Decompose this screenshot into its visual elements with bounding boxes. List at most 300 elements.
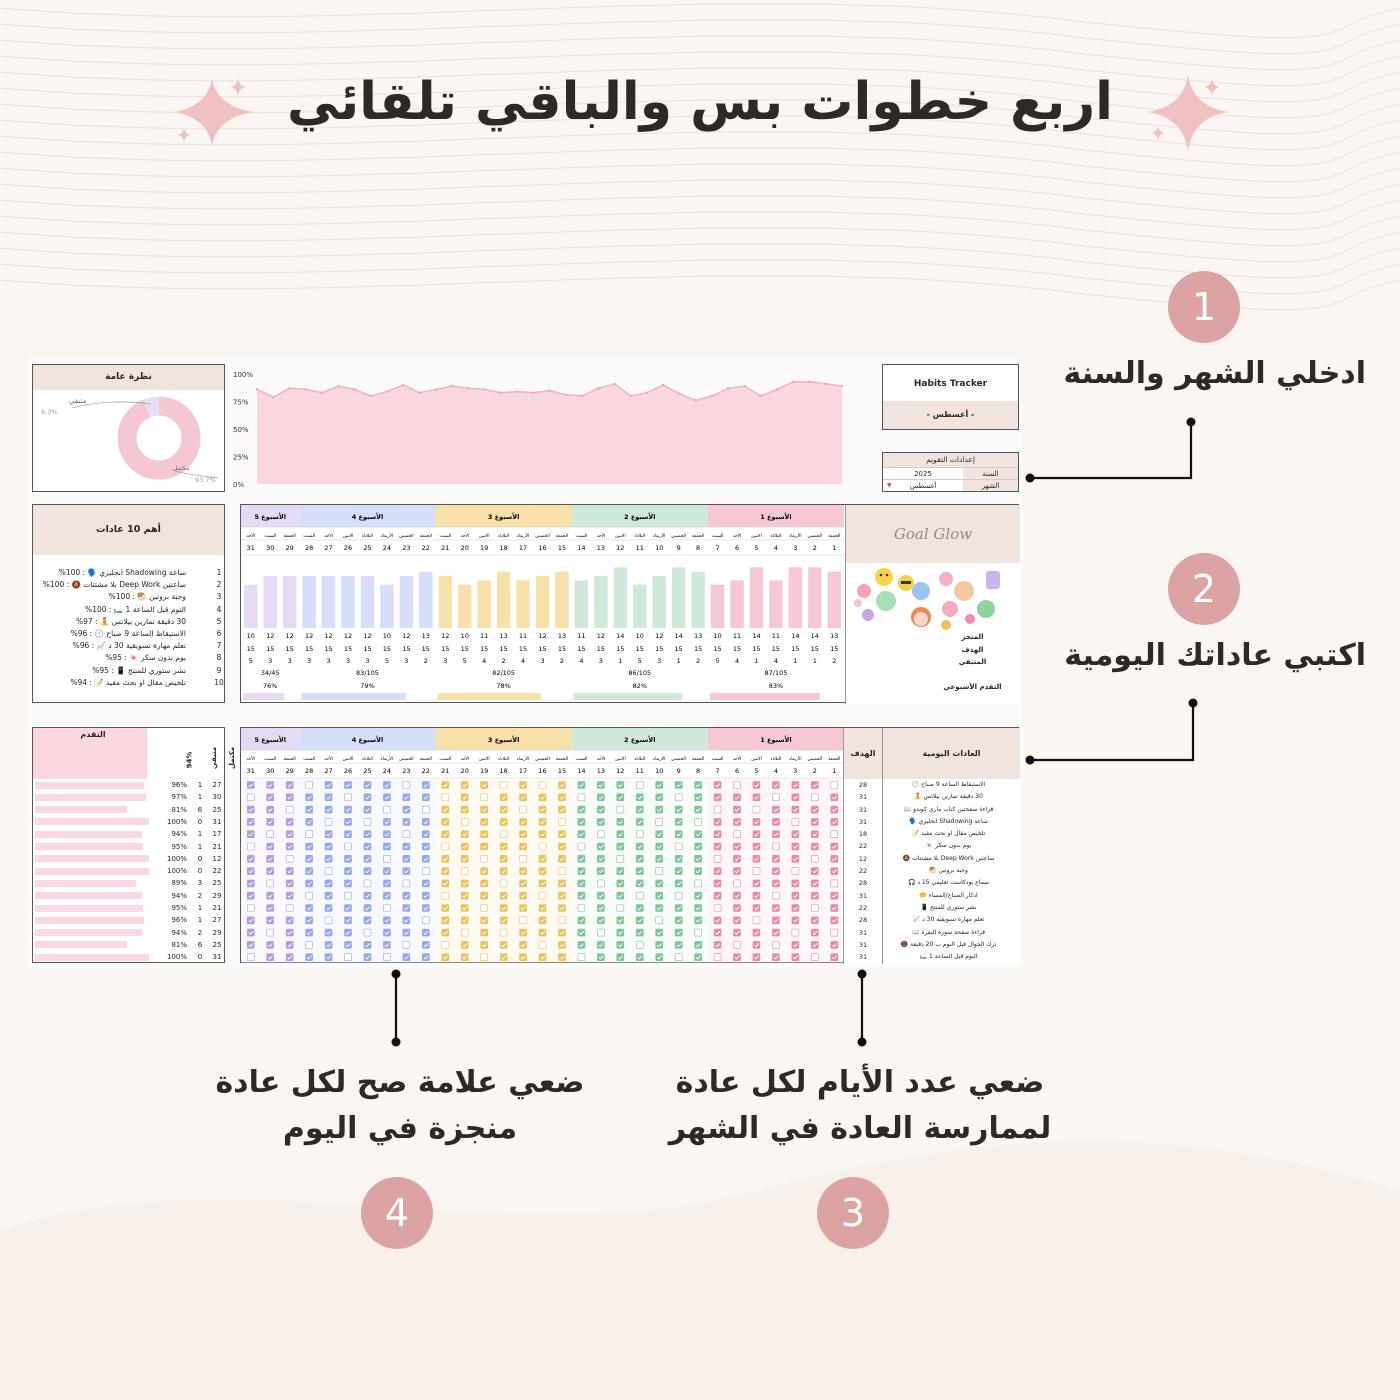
step-2-text: اكتبي عاداتك اليومية [1064,638,1366,673]
habit-name[interactable]: اذكار الصباح/المساء 🤲 [919,891,978,899]
week-label: الأسبوع 5 [254,513,286,521]
day-done: 14 [810,632,819,640]
day-date: 18 [499,544,508,552]
progress-left: 6 [197,805,203,814]
day-done: 11 [771,632,781,640]
day-date: 17 [518,544,528,552]
day-left: 4 [734,657,740,665]
day-done: 11 [480,632,489,640]
progress-pct: 96% [171,916,187,925]
year-input[interactable]: 2025 [914,470,932,478]
top10-rank: 6 [216,628,222,638]
habit-name[interactable]: سماع بودكاست تعليمي 15 د 🎧 [907,879,990,887]
habit-name[interactable]: ساعة Shadowing انجليزي 🗣️ [909,817,988,825]
progress-pct: 100% [166,854,187,863]
day-date: 12 [616,767,625,775]
progress-left: 0 [197,867,203,876]
day-left: 5 [715,657,720,665]
habits-header: العادات اليومية [883,728,1020,779]
day-name: الاثنين [342,534,354,539]
step-4-number: 4 [361,1177,433,1249]
week-label: الأسبوع 3 [487,736,520,744]
day-name: الأحد [596,757,606,762]
day-goal: 15 [557,645,567,653]
progress-left: 1 [197,781,203,789]
day-done: 12 [441,632,450,640]
day-name: الخميس [807,757,823,762]
top10-rank: 10 [214,677,224,687]
day-date: 6 [734,767,740,775]
step-1-number: 1 [1168,271,1240,343]
day-date: 17 [518,767,528,775]
day-name: السبت [264,534,277,539]
week-pct: 82% [632,682,648,690]
habit-name[interactable]: ساعتين Deep Work بلا مشتتات 🔕 [902,854,995,862]
day-date: 10 [655,544,664,552]
progress-done: 29 [212,928,222,937]
done-header: مكتمل [228,746,237,770]
day-date: 21 [441,767,450,775]
day-left: 2 [832,657,837,665]
day-done: 11 [577,632,586,640]
progress-left: 2 [197,928,203,937]
week-label: الأسبوع 1 [760,736,792,744]
day-name: الجمعة [828,534,841,539]
day-left: 5 [384,657,389,665]
chevron-down-icon[interactable]: ▼ [887,482,892,489]
day-name: الجمعة [283,534,296,539]
day-date: 12 [616,544,625,552]
progress-pct: 94% [171,891,187,900]
step-2-number: 2 [1168,553,1240,625]
top10-title: أهم 10 عادات [33,505,224,555]
habit-name[interactable]: الاستيقاظ الساعة 9 صباح 🕘 [911,781,986,788]
day-name: الأحد [596,534,606,539]
progress-done: 27 [212,916,222,925]
day-date: 29 [285,767,294,775]
label-weekly: التقدم الأسبوعي [943,683,1002,691]
habit-name[interactable]: قراءة صفحة سورة البقرة 📖 [911,928,986,936]
day-left: 3 [307,657,312,665]
day-done: 13 [557,632,567,640]
day-goal: 15 [830,645,839,653]
top10-rank: 7 [216,641,222,651]
day-date: 1 [832,767,837,775]
day-done: 10 [246,632,255,640]
day-name: الجمعة [555,757,569,762]
progress-done: 17 [212,830,222,839]
habit-goal[interactable]: 18 [858,830,868,839]
habit-name[interactable]: ترك الجوال قبل النوم ب 20 دقيقة 📵 [900,940,997,948]
habit-goal[interactable]: 28 [858,916,868,925]
habit-goal[interactable]: 31 [858,805,868,814]
day-name: الثلاثاء [498,534,510,539]
progress-left: 1 [197,842,203,851]
habit-name[interactable]: يوم بدون سكر 🍬 [925,842,972,850]
day-name: الثلاثاء [634,757,646,762]
day-name: الاثنين [614,534,626,539]
day-done: 12 [343,632,353,640]
day-left: 3 [287,657,292,665]
day-left: 3 [404,657,409,665]
day-goal: 15 [382,645,392,653]
day-name: السبت [439,757,452,762]
top10-text: الاستيقاظ الساعة 9 صباح 🕘 : 96% [70,628,186,638]
day-name: الأربعاء [380,534,394,539]
day-done: 12 [266,632,275,640]
progress-left: 1 [197,793,203,802]
day-date: 24 [382,767,392,775]
y-tick-label: 75% [233,398,249,407]
day-date: 18 [499,767,508,775]
step-4-text: ضعي علامة صح لكل عادة منجزة في اليوم [215,1065,585,1146]
day-goal: 15 [791,645,800,653]
day-date: 25 [363,544,372,552]
day-date: 28 [304,767,314,775]
habit-goal[interactable]: 31 [858,891,868,900]
day-date: 15 [557,544,567,552]
day-goal: 15 [480,645,489,653]
day-left: 1 [676,657,681,665]
day-done: 12 [538,632,547,640]
day-name: الخميس [807,534,823,539]
day-name: الجمعة [828,757,841,762]
progress-left: 1 [197,916,203,925]
remaining-pct: 6.3% [41,408,58,416]
day-name: الخميس [535,534,550,539]
habit-goal[interactable]: 31 [858,793,868,802]
week-label: الأسبوع 2 [624,736,656,744]
top10-rank: 9 [216,665,222,675]
day-name: الأحد [246,534,256,539]
day-done: 13 [830,632,839,640]
day-done: 11 [732,632,742,640]
day-date: 19 [480,544,489,552]
top10-text: 30 دقيقة تمارين بيلاتس 🧘 : 97% [75,616,186,626]
day-name: الاثنين [751,757,762,762]
day-name: الأربعاء [653,534,666,539]
day-name: السبت [711,534,724,539]
day-date: 27 [324,544,333,552]
day-left: 4 [521,657,526,665]
progress-left: 0 [197,953,203,962]
day-name: الخميس [399,534,414,539]
day-date: 4 [773,544,778,552]
day-date: 5 [754,544,759,552]
day-name: الثلاثاء [770,534,782,539]
progress-pct: 100% [166,867,187,876]
progress-done: 25 [212,879,222,888]
day-done: 12 [402,632,411,640]
progress-pct: 94% [171,928,187,937]
day-done: 14 [791,632,800,640]
week-pct: 78% [496,682,511,690]
progress-pct: 95% [171,842,187,851]
day-date: 19 [480,767,489,775]
day-goal: 15 [343,645,353,653]
day-name: الأربعاء [380,757,394,762]
habit-goal[interactable]: 31 [858,928,868,937]
top10-rank: 2 [216,580,222,590]
page-title: اربع خطوات بس والباقي تلقائي [287,72,1113,132]
habit-goal[interactable]: 28 [858,781,868,789]
day-left: 3 [345,657,351,665]
day-name: الخميس [535,757,550,762]
week-pct: 79% [360,682,375,690]
day-date: 11 [635,767,644,775]
day-date: 20 [460,767,469,775]
top10-text: وجبة بروتين 🥙 : 100% [108,592,186,602]
day-date: 24 [382,544,392,552]
day-name: السبت [264,757,277,762]
day-done: 14 [752,632,761,640]
day-date: 13 [596,544,606,552]
progress-left: 2 [197,891,203,900]
progress-pct: 96% [171,781,187,789]
day-date: 8 [696,767,701,775]
day-date: 8 [696,544,701,552]
day-name: الاثنين [478,757,490,762]
progress-done: 21 [212,904,222,912]
progress-done: 27 [212,781,222,789]
week-ratio: 34/45 [260,669,280,677]
day-done: 12 [655,632,664,640]
day-name: الأحد [460,757,470,762]
day-done: 13 [421,632,430,640]
day-left: 5 [462,657,467,665]
day-date: 26 [343,544,353,552]
day-date: 21 [441,544,450,552]
top10-text: تلخيص مقال او بحث مفيد 📝 : 94% [70,677,186,687]
habit-name[interactable]: النوم قبل الساعة 1 🛏️ [919,953,978,961]
day-name: السبت [711,757,724,762]
progress-pct: 89% [171,879,187,888]
day-date: 10 [655,767,664,775]
day-left: 2 [423,657,428,665]
day-name: الاثنين [751,534,762,539]
brand-logo: Goal Glow [846,505,1020,563]
week-label: الأسبوع 2 [624,513,656,521]
day-goal: 15 [771,645,781,653]
day-goal: 15 [246,645,255,653]
progress-left: 3 [197,879,203,888]
label-goal: الهدف [961,646,984,654]
day-goal: 15 [655,645,664,653]
top10-rank: 3 [216,592,222,602]
day-left: 5 [248,657,253,665]
habit-goal[interactable]: 31 [858,817,868,826]
progress-pct: 94% [171,830,187,839]
day-left: 3 [326,657,331,665]
month-select[interactable]: أغسطس ▼ [887,482,937,490]
day-name: الاثنين [342,757,354,762]
day-name: الاثنين [478,534,490,539]
day-left: 2 [559,657,565,665]
day-done: 12 [304,632,314,640]
day-left: 3 [598,657,603,665]
top10-rank: 5 [216,616,222,626]
day-name: السبت [303,757,316,762]
day-name: الجمعة [692,757,705,762]
day-date: 13 [596,767,606,775]
habit-goal[interactable]: 28 [858,879,868,888]
habit-name[interactable]: نشر ستوري للمنتج 📱 [920,903,977,911]
day-name: الاثنين [614,757,626,762]
day-goal: 15 [460,645,469,653]
progress-pct: 81% [171,940,187,949]
day-left: 3 [443,657,448,665]
progress-title: التقدم [80,730,106,739]
day-goal: 15 [304,645,314,653]
progress-left: 0 [197,817,203,826]
step-3-text: ضعي عدد الأيام لكل عادة لممارسة العادة في الشهر [668,1065,1052,1146]
habit-goal[interactable]: 31 [858,940,868,949]
habit-name[interactable]: وجبة بروتين 🥙 [929,867,968,875]
day-name: الأحد [732,534,742,539]
progress-pct: 100% [166,817,187,826]
day-name: الأحد [732,757,742,762]
day-date: 3 [793,767,798,775]
day-date: 25 [363,767,372,775]
day-name: الثلاثاء [770,757,782,762]
progress-left: 6 [197,940,203,949]
day-date: 7 [715,544,720,552]
day-date: 14 [577,767,586,775]
pct-header: 94% [185,751,194,769]
settings-title: إعدادات التقويم [883,453,1018,467]
day-name: الجمعة [283,757,296,762]
day-goal: 15 [402,645,411,653]
day-left: 1 [618,657,623,665]
day-name: الأربعاء [653,757,666,762]
progress-done: 30 [212,793,222,802]
day-done: 10 [460,632,469,640]
day-done: 14 [674,632,683,640]
day-goal: 15 [518,645,528,653]
left-header: متبقي [210,746,219,770]
habit-name[interactable]: قراءة صفحتين كتاب ماري كوندو 📖 [903,805,994,813]
day-name: الأربعاء [516,534,530,539]
day-date: 26 [343,767,353,775]
top10-text: ساعتين Deep Work بلا مشتتات 🔕 : 100% [42,580,186,590]
top10-text: النوم قبل الساعة 1 🛏️ : 100% [85,604,186,614]
day-left: 1 [754,657,759,665]
year-label: السنة [963,468,1018,479]
day-date: 2 [812,767,817,775]
progress-pct: 100% [166,953,187,962]
top10-rank: 8 [216,653,222,663]
day-date: 9 [676,767,681,775]
month-display: - أغسطس - [883,401,1018,429]
day-done: 10 [635,632,644,640]
day-date: 31 [246,767,255,775]
day-goal: 15 [441,645,450,653]
top10-rank: 4 [216,604,222,614]
day-date: 9 [676,544,681,552]
day-date: 22 [421,767,430,775]
day-left: 4 [773,657,778,665]
remaining-label: متبقي [69,397,87,405]
step-3-number: 3 [817,1177,889,1249]
day-name: الخميس [399,757,414,762]
progress-pct: 97% [171,793,187,802]
day-goal: 15 [810,645,819,653]
day-date: 29 [285,544,294,552]
habit-name[interactable]: تلخيص مقال او بحث مفيد 📝 [911,830,986,838]
week-ratio: 86/105 [628,669,652,677]
day-date: 23 [402,767,411,775]
day-date: 16 [538,544,547,552]
day-date: 2 [812,544,817,552]
day-done: 11 [518,632,528,640]
progress-done: 31 [212,953,222,962]
day-name: السبت [439,534,452,539]
y-tick-label: 50% [233,426,249,434]
progress-pct: 95% [171,904,187,912]
day-date: 15 [557,767,567,775]
day-date: 30 [266,544,275,552]
week-label: الأسبوع 4 [351,513,384,521]
day-goal: 15 [577,645,586,653]
day-date: 22 [421,544,430,552]
day-left: 4 [482,657,487,665]
habit-name[interactable]: 30 دقيقة تمارين بيلاتس 🧘 [914,793,983,801]
day-name: الأربعاء [789,534,802,539]
label-left: المتبقي [958,658,987,666]
week-ratio: 87/105 [764,669,788,677]
day-goal: 15 [752,645,761,653]
habit-goal[interactable]: 22 [858,867,868,876]
day-name: الخميس [671,534,686,539]
day-goal: 15 [421,645,430,653]
habit-goal[interactable]: 31 [858,953,868,962]
habit-name[interactable]: تعلم مهارة تسويقية 30 د 📈 [912,916,985,924]
day-goal: 15 [732,645,742,653]
progress-left: 0 [197,854,203,863]
day-left: 1 [812,657,817,665]
day-done: 10 [713,632,722,640]
habit-goal[interactable]: 22 [858,903,868,912]
day-name: الجمعة [555,534,569,539]
day-name: الثلاثاء [498,757,510,762]
day-done: 12 [324,632,333,640]
day-date: 20 [460,544,469,552]
habit-goal[interactable]: 22 [858,842,868,851]
day-goal: 15 [499,645,508,653]
y-tick-label: 0% [233,481,245,489]
day-name: الجمعة [419,757,432,762]
habit-goal[interactable]: 12 [858,854,868,863]
day-name: الأحد [460,534,470,539]
done-label: مكتمل [173,465,190,472]
day-goal: 15 [324,645,333,653]
day-name: السبت [575,757,588,762]
progress-done: 31 [212,817,222,826]
day-left: 3 [268,657,273,665]
day-left: 3 [657,657,662,665]
day-date: 16 [538,767,547,775]
day-date: 14 [577,544,586,552]
week-ratio: 82/105 [492,669,516,677]
day-left: 2 [696,657,701,665]
day-goal: 15 [285,645,294,653]
day-date: 28 [304,544,314,552]
progress-done: 25 [212,805,222,814]
day-left: 5 [637,657,642,665]
progress-done: 29 [212,891,222,900]
day-date: 7 [715,767,720,775]
day-name: الخميس [671,757,686,762]
